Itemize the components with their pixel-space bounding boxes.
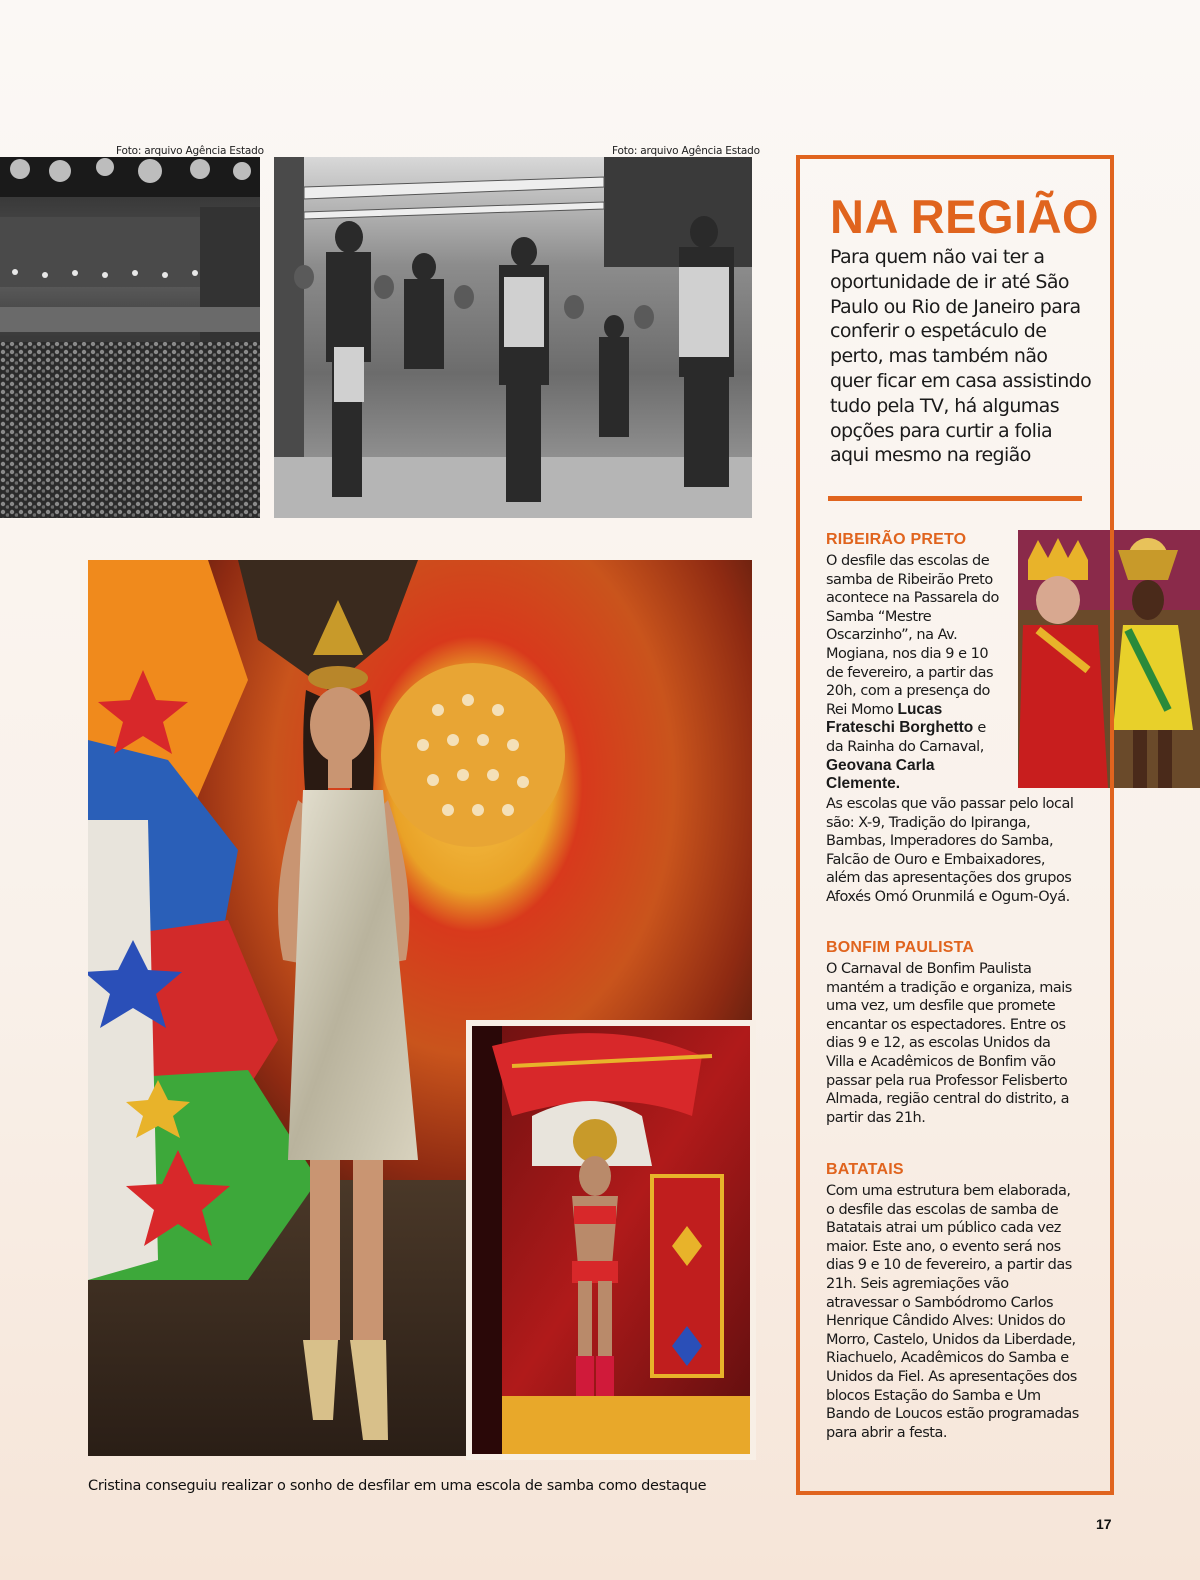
section-body-ribeirao-preto xyxy=(826,552,1004,794)
section-heading-bonfim-paulista: BONFIM PAULISTA xyxy=(826,939,975,956)
section-body-batatais: Com uma estrutura bem elaborada, o desfile das escolas de samba de Batatais atrai um público cada vez maior. Este ano, o evento será nos dias 9 e 10 de fevereiro, a partir das 21h. Seis agremiações vão atravessar o Sambódromo Carlos Henrique Cândido Alves: Unidos do Morro, Castelo, Unidos da Liberdade, Riachuelo, Acadêmicos do Samba e Unidos da Fiel. As apresentações dos blocos Estação do Samba e Um Bando de Loucos estão programadas para abrir a festa. xyxy=(826,1183,1079,1441)
sidebar-na-regiao xyxy=(796,155,1114,1495)
section-body-bonfim-paulista: O Carnaval de Bonfim Paulista mantém a tradição e organiza, mais uma vez, um desfile que promete encantar os espectadores. Entre os dias 9 e 12, as escolas Unidos da Villa e Acadêmicos de Bonfim vão passar pela rua Professor Felisberto Almada, região central do distrito, a partir das 21h. xyxy=(826,961,1072,1126)
ribeirao-text-2: e da Rainha do Carnaval, xyxy=(826,720,986,755)
photo-caption: Cristina conseguiu realizar o sonho de desfilar em uma escola de samba como destaque xyxy=(88,1478,707,1494)
ribeirao-text-1: O desfile das escolas de samba de Ribeirão Preto acontece na Passarela do Samba “Mestre Oscarzinho”, na Av. Mogiana, nos dia 9 e 10 de fevereiro, a partir das 20h, com a presença do Rei Momo xyxy=(826,553,999,718)
photo-ballroom-crowd xyxy=(0,157,260,518)
photo-samba-performer xyxy=(466,1020,756,1460)
page-number: 17 xyxy=(1096,1516,1112,1532)
sidebar-title: NA REGIÃO xyxy=(830,190,1100,243)
sidebar-divider xyxy=(828,496,1082,501)
photo-street-parade xyxy=(274,157,752,518)
photo-credit-left: Foto: arquivo Agência Estado xyxy=(116,145,264,157)
section-heading-batatais: BATATAIS xyxy=(826,1161,904,1178)
rei-momo-name: Lucas Frateschi Borghetto xyxy=(826,700,974,737)
rainha-name: Geovana Carla Clemente. xyxy=(826,756,935,793)
section-heading-ribeirao-preto: RIBEIRÃO PRETO xyxy=(826,531,967,548)
photo-credit-right: Foto: arquivo Agência Estado xyxy=(612,145,760,157)
section-body-ribeirao-preto-cont: As escolas que vão passar pelo local são: X-9, Tradição do Ipiranga, Bambas, Imperadores do Samba, Falcão de Ouro e Embaixadores, além das apresentações dos grupos Afoxés Omó Orunmilá e Ogum-Oyá. xyxy=(826,796,1074,905)
sidebar-intro: Para quem não vai ter a oportunidade de ir até São Paulo ou Rio de Janeiro para conferir o espetáculo de perto, mas também não quer ficar em casa assistindo tudo pela TV, há algumas opções para curtir a folia aqui mesmo na região xyxy=(830,246,1092,467)
